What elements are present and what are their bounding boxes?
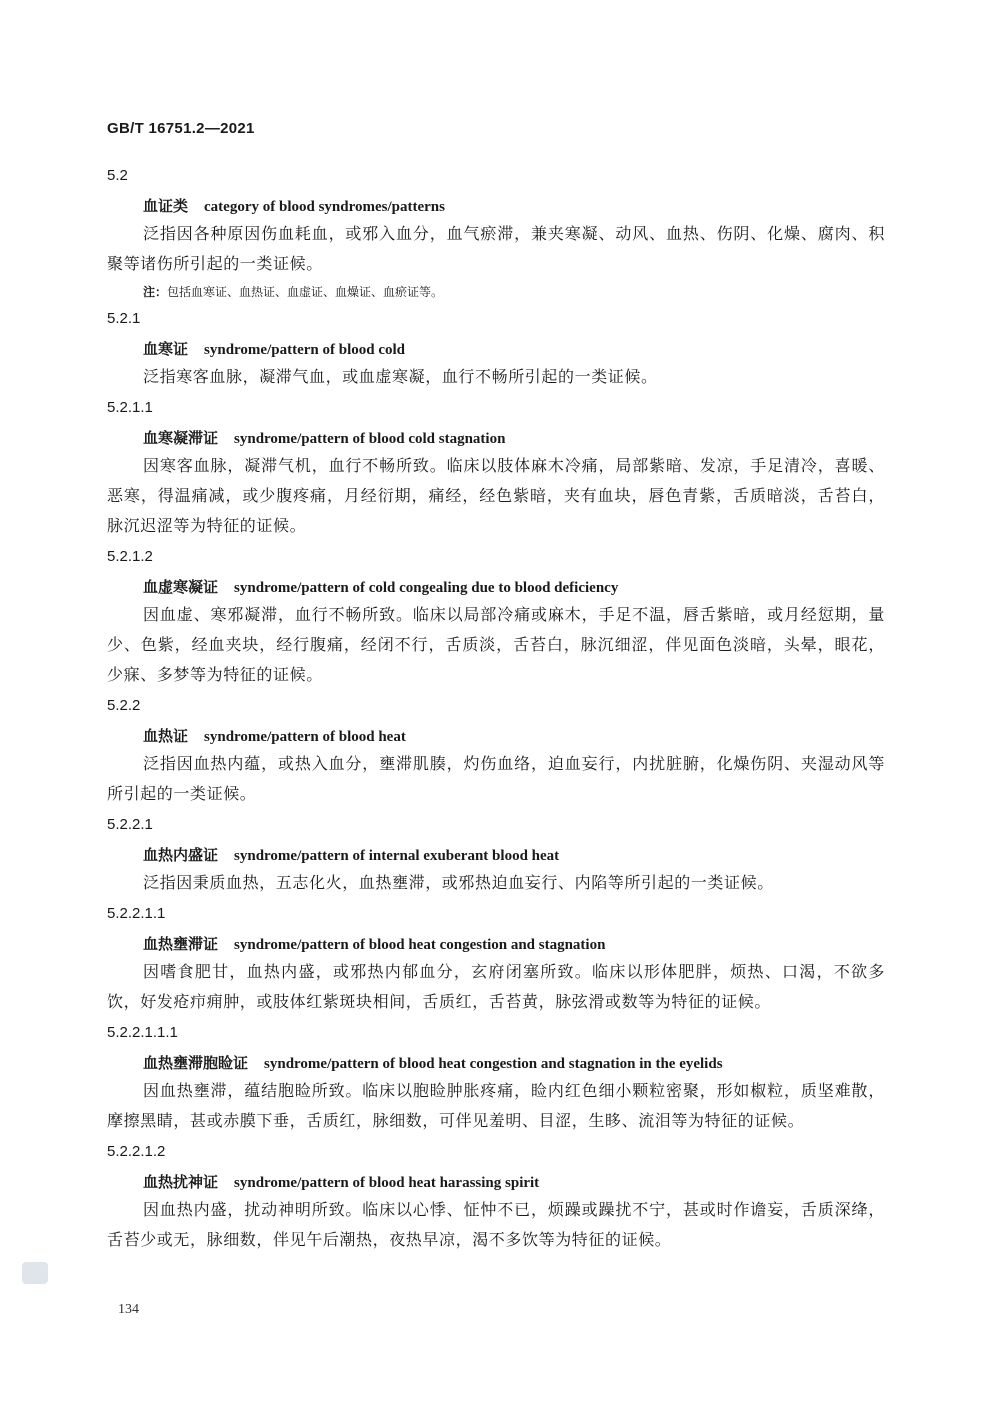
term-definition: 泛指寒客血脉，凝滞气血，或血虚寒凝，血行不畅所引起的一类证候。 [143,367,658,386]
term-heading [107,577,885,598]
document-body [107,160,885,1255]
section-number: 5.2.2.1.1.1 [107,1024,178,1041]
term-heading [107,428,885,449]
section-number: 5.2.1.1 [107,399,153,416]
section-number: 5.2.1 [107,310,141,327]
section-number: 5.2 [107,167,128,184]
entry-5-2-2 [107,696,885,809]
entry-5-2-1 [107,309,885,392]
entry-5-2-2-1-1-1 [107,1023,885,1136]
term-english: category of blood syndromes/patterns [204,199,445,215]
term-english: syndrome/pattern of blood cold stagnation [234,431,506,447]
term-definition: 因血热内盛，扰动神明所致。临床以心悸、怔忡不已，烦躁或躁扰不宁，甚或时作谵妄，舌质深绛，舌苔少或无，脉细数，伴见午后潮热，夜热早凉，渴不多饮等为特征的证候。 [107,1200,885,1249]
entry-5-2-2-1-1 [107,904,885,1017]
entry-5-2-1-1 [107,398,885,541]
term-heading [107,339,885,360]
term-definition: 泛指因血热内蕴，或热入血分，壅滞肌腠，灼伤血络，迫血妄行，内扰脏腑，化燥伤阴、夹湿动风等所引起的一类证候。 [107,754,885,803]
term-definition: 因血虚、寒邪凝滞，血行不畅所致。临床以局部冷痛或麻木，手足不温，唇舌紫暗，或月经愆期，量少、色紫，经血夹块，经行腹痛，经闭不行，舌质淡，舌苔白，脉沉细涩，伴见面色淡暗，头晕，眼花，少寐、多梦等为特征的证候。 [107,605,885,684]
section-number: 5.2.2 [107,697,141,714]
note-label: 注： [143,285,168,299]
term-heading [107,1172,885,1193]
section-number: 5.2.2.1.2 [107,1143,166,1160]
term-chinese: 血证类 [143,197,189,215]
term-heading [107,1053,885,1074]
term-heading [107,845,885,866]
term-definition: 因寒客血脉，凝滞气机，血行不畅所致。临床以肢体麻木冷痛，局部紫暗、发凉，手足清冷，喜暖、恶寒，得温痛减，或少腹疼痛，月经衍期，痛经，经色紫暗，夹有血块，唇色青紫，舌质暗淡，舌苔白，脉沉迟涩等为特征的证候。 [107,456,885,535]
entry-5-2-2-1-2 [107,1142,885,1255]
term-chinese: 血虚寒凝证 [143,578,219,596]
note-text: 包括血寒证、血热证、血虚证、血燥证、血瘀证等。 [167,285,444,299]
term-english: syndrome/pattern of blood heat congestion and stagnation [234,937,606,953]
document-code: GB/T 16751.2—2021 [107,120,255,137]
entry-5-2-2-1 [107,815,885,898]
publisher-stamp-logo [22,1262,48,1284]
term-english: syndrome/pattern of blood heat harassing spirit [234,1175,540,1191]
term-heading [107,934,885,955]
term-chinese: 血寒证 [143,340,189,358]
term-definition: 泛指因秉质血热，五志化火，血热壅滞，或邪热迫血妄行、内陷等所引起的一类证候。 [143,873,774,892]
section-number: 5.2.1.2 [107,548,153,565]
term-chinese: 血热扰神证 [143,1173,219,1191]
term-english: syndrome/pattern of blood heat [204,729,406,745]
section-number: 5.2.2.1 [107,816,153,833]
term-chinese: 血热证 [143,727,189,745]
section-number: 5.2.2.1.1 [107,905,166,922]
page-number: 134 [118,1302,139,1317]
term-definition: 因嗜食肥甘，血热内盛，或邪热内郁血分，玄府闭塞所致。临床以形体肥胖，烦热、口渴，不欲多饮，好发疮疖痈肿，或肢体红紫斑块相间，舌质红，舌苔黄，脉弦滑或数等为特征的证候。 [107,962,885,1011]
term-english: syndrome/pattern of cold congealing due to blood deficiency [234,580,619,596]
term-heading [107,726,885,747]
term-chinese: 血热壅滞胞睑证 [143,1054,249,1072]
term-definition: 因血热壅滞，蕴结胞睑所致。临床以胞睑肿胀疼痛，睑内红色细小颗粒密聚，形如椒粒，质坚难散，摩擦黑睛，甚或赤膜下垂，舌质红，脉细数，可伴见羞明、目涩，生眵、流泪等为特征的证候。 [107,1081,885,1130]
entry-5-2 [107,166,885,303]
term-english: syndrome/pattern of blood cold [204,342,405,358]
term-chinese: 血寒凝滞证 [143,429,219,447]
term-heading [107,196,885,217]
note [107,281,885,303]
term-chinese: 血热壅滞证 [143,935,219,953]
term-english: syndrome/pattern of blood heat congestion and stagnation in the eyelids [264,1056,723,1072]
term-definition: 泛指因各种原因伤血耗血，或邪入血分，血气瘀滞，兼夹寒凝、动风、血热、伤阴、化燥、腐肉、积聚等诸伤所引起的一类证候。 [107,224,885,273]
entry-5-2-1-2 [107,547,885,690]
term-chinese: 血热内盛证 [143,846,219,864]
term-english: syndrome/pattern of internal exuberant blood heat [234,848,560,864]
